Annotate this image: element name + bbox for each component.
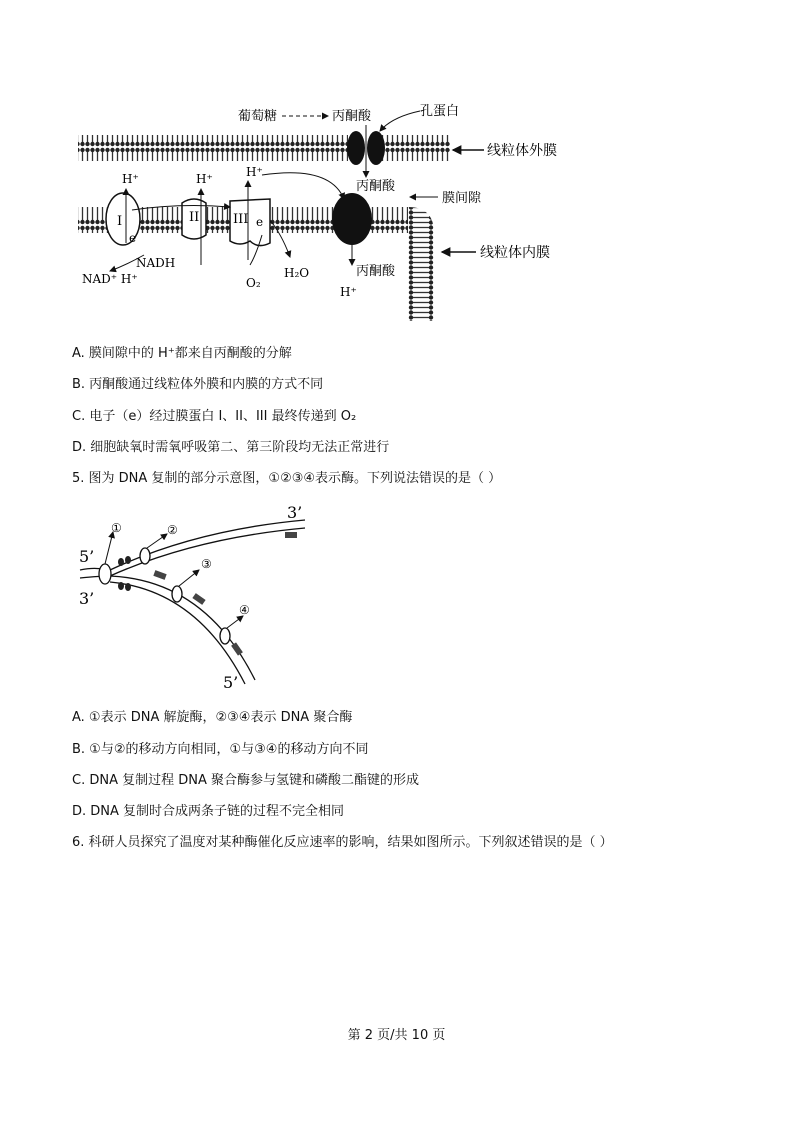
porin-label: 孔蛋白 (420, 104, 460, 119)
q5-option-a: A. ①表示 DNA 解旋酶，②③④表示 DNA 聚合酶 (72, 710, 353, 725)
enzyme-4-label: ④ (239, 603, 250, 617)
h2o-label: H₂O (284, 266, 310, 280)
enzyme-3-label: ③ (201, 557, 212, 571)
pyruvate-top-label: 丙酮酸 (332, 109, 372, 124)
q5-stem: 5. 图为 DNA 复制的部分示意图，①②③④表示酶。下列说法错误的是（ ） (72, 471, 502, 486)
h-plus-label-3: H⁺ (246, 165, 263, 179)
label-5prime-left: 5’ (79, 547, 95, 566)
complex-2-label: II (189, 210, 200, 225)
electron-label-1: e (129, 231, 137, 245)
q5-option-c: C. DNA 复制过程 DNA 聚合酶参与氢键和磷酸二酯键的形成 (72, 773, 419, 788)
porin-right (367, 131, 385, 165)
nad-label: NAD⁺ H⁺ (82, 272, 138, 286)
enzyme-3-shape (172, 586, 182, 602)
transporter-protein (332, 193, 372, 245)
enzyme-2-label: ② (167, 523, 178, 537)
electron-label-2: e (256, 215, 264, 229)
label-3prime-left: 3’ (79, 589, 95, 608)
inner-membrane-label: 线粒体内膜 (480, 245, 550, 261)
porin-left (347, 131, 365, 165)
primer-1 (285, 532, 297, 538)
q4-option-b: B. 丙酮酸通过线粒体外膜和内膜的方式不同 (72, 377, 324, 392)
label-5prime-bottom: 5’ (223, 673, 239, 692)
q4-option-c: C. 电子（e）经过膜蛋白 I、II、III 最终传递到 O₂ (72, 409, 357, 424)
primer-2 (153, 570, 166, 580)
q6-stem: 6. 科研人员探究了温度对某种酶催化反应速率的影响，结果如图所示。下列叙述错误的是（ ） (72, 835, 613, 850)
q5-option-b: B. ①与②的移动方向相同，①与③④的移动方向不同 (72, 742, 369, 757)
complex-3-label: III (233, 212, 249, 227)
dna-replication-figure (75, 500, 325, 695)
pyruvate-bottom-label: 丙酮酸 (356, 264, 396, 279)
enzyme-1-shape (99, 564, 111, 584)
page-footer: 第 2 页/共 10 页 (347, 1028, 446, 1043)
primer-3 (192, 593, 205, 605)
h-plus-label-1: H⁺ (122, 172, 139, 186)
enzyme-2-shape (140, 548, 150, 564)
inner-membrane-vertical (408, 225, 434, 321)
complex-1-label: I (117, 214, 123, 229)
q5-option-d: D. DNA 复制时合成两条子链的过程不完全相同 (72, 804, 345, 819)
outer-membrane-right (382, 135, 450, 161)
mitochondria-figure (70, 95, 590, 330)
q4-option-a: A. 膜间隙中的 H⁺都来自丙酮酸的分解 (72, 346, 292, 361)
outer-membrane-label: 线粒体外膜 (487, 143, 557, 159)
h-plus-label-4: H⁺ (340, 285, 357, 299)
label-3prime-top: 3’ (287, 503, 303, 522)
q4-option-d: D. 细胞缺氧时需氧呼吸第二、第三阶段均无法正常进行 (72, 440, 390, 455)
glucose-label: 葡萄糖 (238, 109, 278, 124)
enzyme-1-label: ① (111, 521, 122, 535)
enzyme-4-shape (220, 628, 230, 644)
outer-membrane-left (78, 135, 348, 161)
pyruvate-mid-label: 丙酮酸 (356, 179, 396, 194)
nadh-label: NADH (136, 256, 176, 270)
h-plus-label-2: H⁺ (196, 172, 213, 186)
o2-label: O₂ (246, 276, 261, 290)
intermembrane-label: 膜间隙 (442, 191, 482, 206)
